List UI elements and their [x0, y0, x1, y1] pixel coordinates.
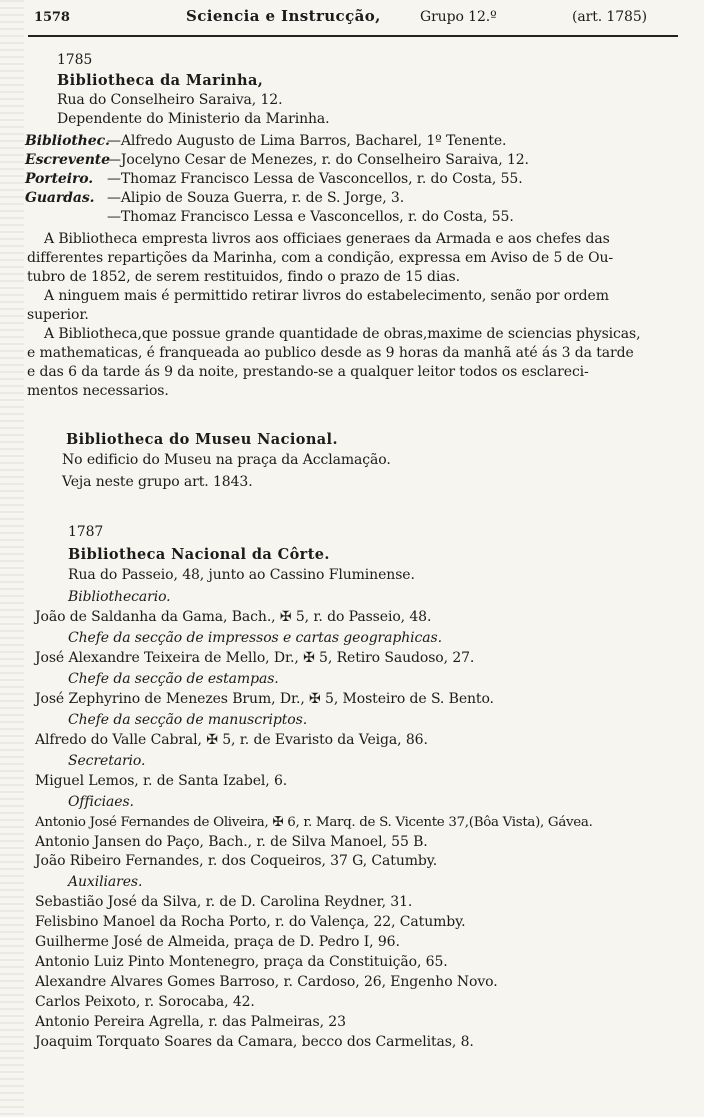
- section-heading: Bibliotheca Nacional da Côrte.: [68, 546, 330, 563]
- article-number: 1785: [57, 52, 93, 68]
- person-entry: Alexandre Alvares Gomes Barroso, r. Cardoso, 26, Engenho Novo.: [35, 974, 498, 990]
- role-label: Bibliothec.: [25, 133, 110, 149]
- staff-entry: —Thomaz Francisco Lessa de Vasconcellos, r. do Costa, 55.: [107, 171, 523, 187]
- paragraph-line: e das 6 da tarde ás 9 da noite, prestando-se a qualquer leitor todos os esclareci-: [27, 364, 589, 380]
- role-label: Secretario.: [68, 753, 146, 769]
- paragraph-line: superior.: [27, 307, 89, 323]
- paragraph-line: mentos necessarios.: [27, 383, 169, 399]
- person-entry: João de Saldanha da Gama, Bach., ✠ 5, r. do Passeio, 48.: [35, 609, 432, 625]
- paragraph-line: A ninguem mais é permittido retirar livros do estabelecimento, senão por ordem: [44, 288, 609, 304]
- person-entry: Antonio José Fernandes de Oliveira, ✠ 6, r. Marq. de S. Vicente 37,(Bôa Vista), Gávea.: [35, 815, 593, 830]
- page-edge-shadow: [0, 0, 24, 1117]
- role-label: Chefe da secção de impressos e cartas geographicas.: [68, 630, 442, 646]
- person-entry: José Alexandre Teixeira de Mello, Dr., ✠ 5, Retiro Saudoso, 27.: [35, 650, 475, 666]
- staff-entry: —Alipio de Souza Guerra, r. de S. Jorge, 3.: [107, 190, 405, 206]
- person-entry: Miguel Lemos, r. de Santa Izabel, 6.: [35, 773, 288, 789]
- person-entry: Sebastião José da Silva, r. de D. Carolina Reydner, 31.: [35, 894, 413, 910]
- person-entry: Carlos Peixoto, r. Sorocaba, 42.: [35, 994, 255, 1010]
- person-entry: João Ribeiro Fernandes, r. dos Coqueiros, 37 G, Catumby.: [35, 853, 438, 869]
- group-label: Grupo 12.º: [420, 9, 497, 25]
- article-ref: (art. 1785): [572, 9, 648, 25]
- person-entry: Antonio Luiz Pinto Montenegro, praça da Constituição, 65.: [35, 954, 448, 970]
- person-entry: José Zephyrino de Menezes Brum, Dr., ✠ 5, Mosteiro de S. Bento.: [35, 691, 494, 707]
- person-entry: Joaquim Torquato Soares da Camara, becco dos Carmelitas, 8.: [35, 1034, 474, 1050]
- staff-entry: —Jocelyno Cesar de Menezes, r. do Conselheiro Saraiva, 12.: [107, 152, 529, 168]
- role-label: Porteiro.: [25, 171, 93, 187]
- role-label: Escrevente: [25, 152, 110, 168]
- person-entry: Felisbino Manoel da Rocha Porto, r. do Valença, 22, Catumby.: [35, 914, 466, 930]
- cross-reference: Veja neste grupo art. 1843.: [62, 474, 253, 490]
- dependency: Dependente do Ministerio da Marinha.: [57, 111, 330, 127]
- person-entry: Guilherme José de Almeida, praça de D. Pedro I, 96.: [35, 934, 400, 950]
- role-label: Officiaes.: [68, 794, 134, 810]
- person-entry: Antonio Pereira Agrella, r. das Palmeiras, 23: [35, 1014, 346, 1030]
- paragraph-line: A Bibliotheca,que possue grande quantidade de obras,maxime de sciencias physicas,: [44, 326, 641, 342]
- location-line: No edificio do Museu na praça da Acclamação.: [62, 452, 391, 468]
- paragraph-line: tubro de 1852, de serem restituidos, findo o prazo de 15 dias.: [27, 269, 460, 285]
- staff-entry: —Alfredo Augusto de Lima Barros, Bacharel, 1º Tenente.: [107, 133, 507, 149]
- person-entry: Antonio Jansen do Paço, Bach., r. de Silva Manoel, 55 B.: [35, 834, 428, 850]
- role-label: Auxiliares.: [68, 874, 143, 890]
- role-label: Chefe da secção de manuscriptos.: [68, 712, 308, 728]
- section-heading: Bibliotheca do Museu Nacional.: [66, 431, 338, 448]
- person-entry: Alfredo do Valle Cabral, ✠ 5, r. de Evaristo da Veiga, 86.: [35, 732, 428, 748]
- role-label: Bibliothecario.: [68, 589, 171, 605]
- page-number: 1578: [34, 10, 70, 25]
- staff-entry: —Thomaz Francisco Lessa e Vasconcellos, r. do Costa, 55.: [107, 209, 514, 225]
- header-rule: [28, 35, 678, 37]
- address: Rua do Conselheiro Saraiva, 12.: [57, 92, 283, 108]
- paragraph-line: A Bibliotheca empresta livros aos officiaes generaes da Armada e aos chefes das: [44, 231, 610, 247]
- paragraph-line: differentes repartições da Marinha, com a condição, expressa em Aviso de 5 de Ou-: [27, 250, 613, 266]
- role-label: Guardas.: [25, 190, 95, 206]
- role-label: Chefe da secção de estampas.: [68, 671, 279, 687]
- article-number: 1787: [68, 524, 104, 540]
- address: Rua do Passeio, 48, junto ao Cassino Fluminense.: [68, 567, 415, 583]
- section-heading: Bibliotheca da Marinha,: [57, 72, 264, 89]
- paragraph-line: e mathematicas, é franqueada ao publico desde as 9 horas da manhã até ás 3 da tarde: [27, 345, 634, 361]
- running-title: Sciencia e Instrucção,: [186, 7, 381, 25]
